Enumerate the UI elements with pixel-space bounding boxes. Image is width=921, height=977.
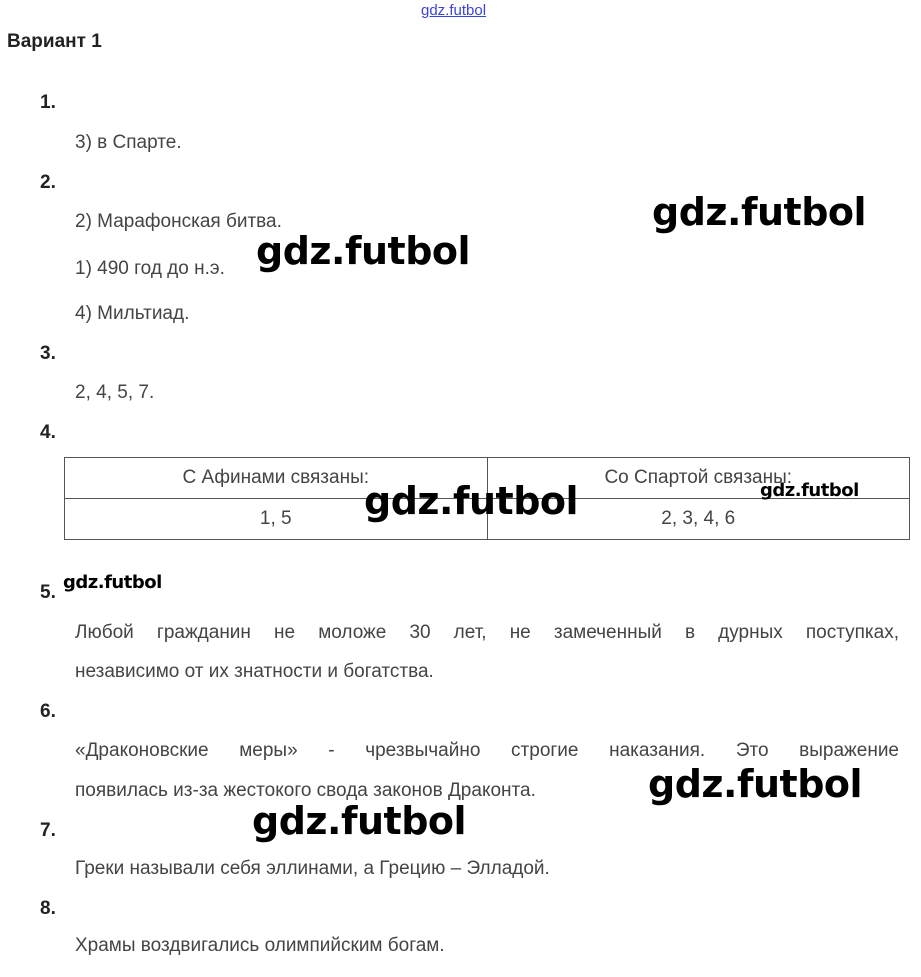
watermark: gdz.futbol: [256, 229, 471, 273]
question-2-answer-1: 2) Марафонская битва.: [75, 211, 282, 232]
question-4-number: 4.: [40, 422, 56, 443]
question-1-number: 1.: [40, 92, 56, 113]
watermark-top[interactable]: gdz.futbol: [421, 2, 487, 19]
table-cell-sparta: 2, 3, 4, 6: [487, 499, 910, 540]
question-3-number: 3.: [40, 343, 56, 364]
question-8-answer: Храмы воздвигались олимпийским богам.: [75, 935, 445, 956]
question-1-answer: 3) в Спарте.: [75, 132, 182, 153]
question-8-number: 8.: [40, 898, 56, 919]
watermark: gdz.futbol: [63, 572, 162, 593]
question-3-answer: 2, 4, 5, 7.: [75, 382, 155, 403]
page-title: Вариант 1: [7, 31, 102, 52]
question-7-answer: Греки называли себя эллинами, а Грецию – Элладой.: [75, 858, 550, 879]
table-header-sparta: Со Спартой связаны:: [487, 458, 910, 499]
watermark: gdz.futbol: [364, 479, 579, 523]
watermark: gdz.futbol: [648, 762, 863, 806]
question-2-answer-3: 4) Мильтиад.: [75, 303, 190, 324]
question-6-number: 6.: [40, 701, 56, 722]
question-6-line-1: «Драконовские меры» - чрезвычайно строгие наказания. Это выражение: [75, 740, 899, 761]
question-5-line-2: независимо от их знатности и богатства.: [75, 661, 434, 682]
table-cell-athens: 1, 5: [65, 499, 488, 540]
watermark: gdz.futbol: [252, 799, 467, 843]
watermark: gdz.futbol: [760, 480, 859, 501]
table-header-athens: С Афинами связаны:: [65, 458, 488, 499]
watermark: gdz.futbol: [652, 190, 867, 234]
question-5-line-1: Любой гражданин не моложе 30 лет, не замеченный в дурных поступках,: [75, 622, 899, 643]
question-2-answer-2: 1) 490 год до н.э.: [75, 258, 225, 279]
question-2-number: 2.: [40, 172, 56, 193]
question-7-number: 7.: [40, 820, 56, 841]
question-6-line-2: появилась из-за жестокого свода законов Драконта.: [75, 780, 536, 801]
question-5-number: 5.: [40, 582, 56, 603]
